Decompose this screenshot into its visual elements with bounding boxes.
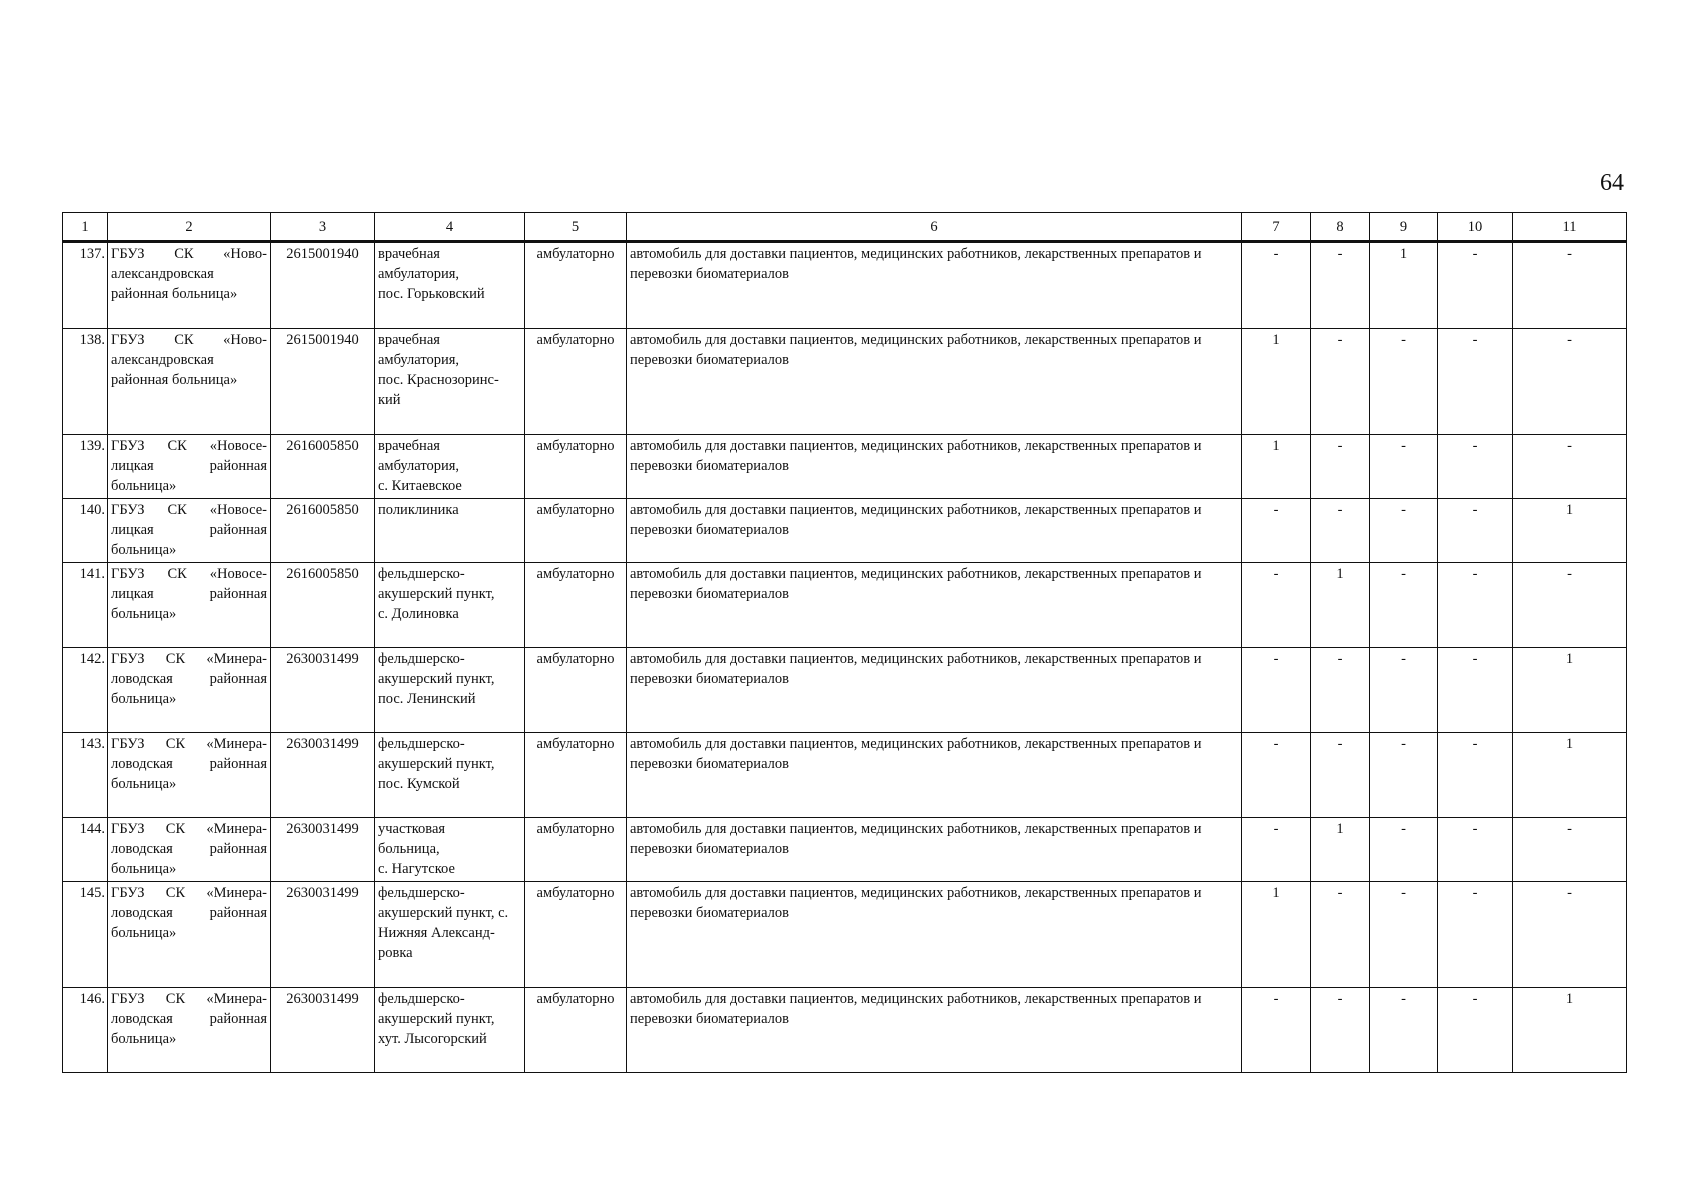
organization-word: районная [209, 756, 267, 772]
organization-word: СК [165, 821, 186, 837]
facility-location [375, 882, 525, 988]
inn-code: 2615001940 [271, 242, 375, 329]
quantity-col-9: 1 [1370, 242, 1438, 329]
vehicle-description: автомобиль для доставки пациентов, медицинских работников, лекарственных препаратов и перевозки биоматериалов [627, 818, 1242, 882]
organization-line [111, 330, 267, 350]
quantity-col-10: - [1438, 988, 1513, 1073]
column-header-1: 1 [63, 213, 108, 242]
facility-location-line: больница, [378, 841, 440, 857]
organization-name [108, 329, 271, 435]
inn-code: 2630031499 [271, 818, 375, 882]
row-number: 138. [63, 329, 108, 435]
facility-location-line: амбулатория, [378, 458, 460, 474]
table-row [63, 242, 1627, 329]
organization-line [111, 903, 267, 923]
facility-location-line: амбулатория, [378, 266, 460, 282]
quantity-col-10: - [1438, 435, 1513, 499]
table-body [63, 242, 1627, 1073]
inn-code: 2630031499 [271, 988, 375, 1073]
table-row [63, 648, 1627, 733]
quantity-col-11: - [1513, 435, 1627, 499]
organization-word: ГБУЗ [111, 651, 145, 667]
quantity-col-8: - [1311, 988, 1370, 1073]
organization-name [108, 435, 271, 499]
row-number: 140. [63, 499, 108, 563]
facility-location [375, 563, 525, 648]
organization-word: «Новосе- [209, 502, 267, 518]
facility-location-line: акушерский пункт, с. [378, 905, 509, 921]
facility-location [375, 499, 525, 563]
care-condition: амбулаторно [525, 499, 627, 563]
organization-word: «Минера- [206, 651, 267, 667]
organization-line [111, 754, 267, 774]
quantity-col-11: - [1513, 242, 1627, 329]
care-condition: амбулаторно [525, 733, 627, 818]
facility-location-line: акушерский пункт, [378, 756, 495, 772]
care-condition: амбулаторно [525, 818, 627, 882]
vehicle-description: автомобиль для доставки пациентов, медицинских работников, лекарственных препаратов и перевозки биоматериалов [627, 435, 1242, 499]
organization-word: ГБУЗ [111, 885, 145, 901]
quantity-col-7: 1 [1242, 329, 1311, 435]
organization-line [111, 436, 267, 456]
organization-word: ГБУЗ [111, 991, 145, 1007]
facility-location-line: врачебная [378, 246, 440, 262]
organization-line [111, 839, 267, 859]
organization-name [108, 733, 271, 818]
facility-location-line: хут. Лысогорский [378, 1031, 487, 1047]
facility-location-line: врачебная [378, 438, 440, 454]
facility-location-line: поликлиника [378, 502, 459, 518]
vehicle-description: автомобиль для доставки пациентов, медицинских работников, лекарственных препаратов и перевозки биоматериалов [627, 563, 1242, 648]
organization-line [111, 564, 267, 584]
quantity-col-11: - [1513, 563, 1627, 648]
quantity-col-10: - [1438, 563, 1513, 648]
organization-word: районная [209, 458, 267, 474]
quantity-col-10: - [1438, 499, 1513, 563]
organization-line [111, 923, 267, 943]
organization-word: районная [209, 905, 267, 921]
organization-word: александровская [111, 352, 214, 368]
quantity-col-10: - [1438, 882, 1513, 988]
column-header-8: 8 [1311, 213, 1370, 242]
organization-word: СК [167, 438, 187, 454]
organization-line [111, 689, 267, 709]
quantity-col-9: - [1370, 499, 1438, 563]
organization-line [111, 476, 267, 496]
organization-line [111, 774, 267, 794]
organization-word: СК [167, 502, 187, 518]
facility-location-line: пос. Ленинский [378, 691, 476, 707]
column-header-11: 11 [1513, 213, 1627, 242]
quantity-col-11: 1 [1513, 648, 1627, 733]
row-number: 139. [63, 435, 108, 499]
vehicle-description: автомобиль для доставки пациентов, медицинских работников, лекарственных препаратов и перевозки биоматериалов [627, 499, 1242, 563]
quantity-col-8: 1 [1311, 818, 1370, 882]
quantity-col-11: - [1513, 329, 1627, 435]
organization-word: СК [174, 332, 194, 348]
organization-word: СК [174, 246, 194, 262]
organization-word: лицкая [111, 586, 154, 602]
quantity-col-9: - [1370, 648, 1438, 733]
vehicle-description: автомобиль для доставки пациентов, медицинских работников, лекарственных препаратов и перевозки биоматериалов [627, 733, 1242, 818]
organization-word: «Минера- [206, 885, 267, 901]
organization-word: больница» [111, 478, 177, 494]
organization-word: больница» [111, 861, 177, 877]
facility-location [375, 242, 525, 329]
organization-line [111, 819, 267, 839]
organization-word: ловодская [111, 841, 173, 857]
column-header-6: 6 [627, 213, 1242, 242]
facility-location-line: фельдшерско- [378, 566, 465, 582]
organization-name [108, 499, 271, 563]
facility-location-line: с. Нагутское [378, 861, 455, 877]
organization-name [108, 242, 271, 329]
organization-name [108, 882, 271, 988]
table-row [63, 499, 1627, 563]
inn-code: 2630031499 [271, 733, 375, 818]
care-condition: амбулаторно [525, 988, 627, 1073]
facility-location-line: акушерский пункт, [378, 1011, 495, 1027]
organization-word: ГБУЗ [111, 246, 145, 262]
organization-word: ГБУЗ [111, 566, 145, 582]
quantity-col-8: 1 [1311, 563, 1370, 648]
row-number: 145. [63, 882, 108, 988]
row-number: 146. [63, 988, 108, 1073]
care-condition: амбулаторно [525, 648, 627, 733]
quantity-col-9: - [1370, 882, 1438, 988]
organization-line [111, 284, 267, 304]
organization-line [111, 859, 267, 879]
organization-word: ловодская [111, 756, 173, 772]
organization-word: районная больница» [111, 372, 238, 388]
quantity-col-7: 1 [1242, 435, 1311, 499]
column-header-4: 4 [375, 213, 525, 242]
facility-location-line: фельдшерско- [378, 736, 465, 752]
organization-line [111, 1009, 267, 1029]
quantity-col-7: - [1242, 733, 1311, 818]
facility-location-line: пос. Краснозоринс- [378, 372, 499, 388]
table-row [63, 988, 1627, 1073]
quantity-col-11: 1 [1513, 499, 1627, 563]
row-number: 144. [63, 818, 108, 882]
quantity-col-9: - [1370, 988, 1438, 1073]
column-header-7: 7 [1242, 213, 1311, 242]
quantity-col-7: - [1242, 818, 1311, 882]
organization-word: районная [209, 522, 267, 538]
organization-word: районная [209, 841, 267, 857]
organization-line [111, 520, 267, 540]
column-header-2: 2 [108, 213, 271, 242]
organization-word: лицкая [111, 522, 154, 538]
facility-location-line: Нижняя Александ- [378, 925, 495, 941]
column-header-5: 5 [525, 213, 627, 242]
organization-line [111, 1029, 267, 1049]
quantity-col-11: - [1513, 818, 1627, 882]
inn-code: 2630031499 [271, 648, 375, 733]
organization-word: СК [165, 885, 186, 901]
care-condition: амбулаторно [525, 242, 627, 329]
organization-word: СК [165, 991, 186, 1007]
quantity-col-8: - [1311, 882, 1370, 988]
quantity-col-10: - [1438, 648, 1513, 733]
table-row [63, 329, 1627, 435]
organization-line [111, 584, 267, 604]
organization-line [111, 244, 267, 264]
care-condition: амбулаторно [525, 882, 627, 988]
inn-code: 2616005850 [271, 563, 375, 648]
organization-name [108, 988, 271, 1073]
quantity-col-8: - [1311, 242, 1370, 329]
facility-location-line: акушерский пункт, [378, 671, 495, 687]
facility-location [375, 733, 525, 818]
quantity-col-10: - [1438, 733, 1513, 818]
organization-line [111, 370, 267, 390]
quantity-col-7: 1 [1242, 882, 1311, 988]
organization-word: «Ново- [223, 246, 267, 262]
organization-word: СК [167, 566, 187, 582]
vehicle-description: автомобиль для доставки пациентов, медицинских работников, лекарственных препаратов и перевозки биоматериалов [627, 329, 1242, 435]
organization-word: больница» [111, 691, 177, 707]
organization-word: лицкая [111, 458, 154, 474]
organization-word: «Минера- [206, 991, 267, 1007]
row-number: 141. [63, 563, 108, 648]
organization-word: больница» [111, 925, 177, 941]
facility-location-line: фельдшерско- [378, 991, 465, 1007]
inn-code: 2615001940 [271, 329, 375, 435]
organization-line [111, 350, 267, 370]
facility-location-line: пос. Кумской [378, 776, 460, 792]
organization-word: ГБУЗ [111, 438, 145, 454]
page-number: 64 [1600, 170, 1624, 196]
organization-word: ГБУЗ [111, 332, 145, 348]
organization-word: «Новосе- [209, 438, 267, 454]
organization-word: александровская [111, 266, 214, 282]
care-condition: амбулаторно [525, 563, 627, 648]
inn-code: 2616005850 [271, 499, 375, 563]
facility-location-line: пос. Горьковский [378, 286, 485, 302]
organization-word: ГБУЗ [111, 821, 145, 837]
row-number: 142. [63, 648, 108, 733]
facility-location [375, 435, 525, 499]
facility-location-line: участковая [378, 821, 446, 837]
organization-line [111, 734, 267, 754]
facility-location [375, 329, 525, 435]
organization-name [108, 818, 271, 882]
facility-location [375, 818, 525, 882]
facility-location-line: ровка [378, 945, 413, 961]
column-header-3: 3 [271, 213, 375, 242]
organization-word: ловодская [111, 671, 173, 687]
organization-word: больница» [111, 606, 177, 622]
organization-word: районная [209, 586, 267, 602]
organization-line [111, 669, 267, 689]
organization-word: СК [165, 651, 186, 667]
organization-word: «Минера- [206, 736, 267, 752]
organization-line [111, 989, 267, 1009]
quantity-col-9: - [1370, 818, 1438, 882]
organization-word: СК [165, 736, 186, 752]
facility-location-line: врачебная [378, 332, 440, 348]
quantity-col-11: 1 [1513, 733, 1627, 818]
header-row [63, 213, 1627, 242]
organization-line [111, 456, 267, 476]
organization-line [111, 500, 267, 520]
column-header-9: 9 [1370, 213, 1438, 242]
vehicle-description: автомобиль для доставки пациентов, медицинских работников, лекарственных препаратов и перевозки биоматериалов [627, 242, 1242, 329]
quantity-col-8: - [1311, 435, 1370, 499]
organization-name [108, 563, 271, 648]
care-condition: амбулаторно [525, 435, 627, 499]
facility-location-line: фельдшерско- [378, 651, 465, 667]
equipment-table [62, 212, 1627, 1073]
organization-line [111, 604, 267, 624]
organization-word: ловодская [111, 905, 173, 921]
organization-word: больница» [111, 542, 177, 558]
quantity-col-8: - [1311, 499, 1370, 563]
inn-code: 2630031499 [271, 882, 375, 988]
quantity-col-7: - [1242, 648, 1311, 733]
column-header-10: 10 [1438, 213, 1513, 242]
quantity-col-11: - [1513, 882, 1627, 988]
facility-location-line: кий [378, 392, 401, 408]
care-condition: амбулаторно [525, 329, 627, 435]
organization-word: ГБУЗ [111, 736, 145, 752]
organization-word: «Ново- [223, 332, 267, 348]
organization-line [111, 540, 267, 560]
organization-word: районная [209, 1011, 267, 1027]
organization-word: «Минера- [206, 821, 267, 837]
facility-location-line: фельдшерско- [378, 885, 465, 901]
quantity-col-9: - [1370, 563, 1438, 648]
quantity-col-7: - [1242, 988, 1311, 1073]
quantity-col-10: - [1438, 818, 1513, 882]
facility-location-line: амбулатория, [378, 352, 460, 368]
quantity-col-9: - [1370, 329, 1438, 435]
quantity-col-9: - [1370, 733, 1438, 818]
vehicle-description: автомобиль для доставки пациентов, медицинских работников, лекарственных препаратов и перевозки биоматериалов [627, 882, 1242, 988]
quantity-col-8: - [1311, 733, 1370, 818]
organization-word: больница» [111, 776, 177, 792]
quantity-col-8: - [1311, 648, 1370, 733]
table-row [63, 882, 1627, 988]
quantity-col-7: - [1242, 499, 1311, 563]
organization-name [108, 648, 271, 733]
table-row [63, 818, 1627, 882]
row-number: 137. [63, 242, 108, 329]
vehicle-description: автомобиль для доставки пациентов, медицинских работников, лекарственных препаратов и перевозки биоматериалов [627, 648, 1242, 733]
organization-line [111, 264, 267, 284]
quantity-col-7: - [1242, 242, 1311, 329]
quantity-col-10: - [1438, 329, 1513, 435]
facility-location [375, 988, 525, 1073]
quantity-col-10: - [1438, 242, 1513, 329]
table-row [63, 563, 1627, 648]
quantity-col-9: - [1370, 435, 1438, 499]
facility-location [375, 648, 525, 733]
organization-word: районная [209, 671, 267, 687]
table-row [63, 733, 1627, 818]
table-row [63, 435, 1627, 499]
facility-location-line: с. Китаевское [378, 478, 462, 494]
quantity-col-11: 1 [1513, 988, 1627, 1073]
organization-line [111, 883, 267, 903]
inn-code: 2616005850 [271, 435, 375, 499]
vehicle-description: автомобиль для доставки пациентов, медицинских работников, лекарственных препаратов и перевозки биоматериалов [627, 988, 1242, 1073]
organization-line [111, 649, 267, 669]
row-number: 143. [63, 733, 108, 818]
facility-location-line: с. Долиновка [378, 606, 459, 622]
quantity-col-8: - [1311, 329, 1370, 435]
organization-word: районная больница» [111, 286, 238, 302]
organization-word: «Новосе- [209, 566, 267, 582]
facility-location-line: акушерский пункт, [378, 586, 495, 602]
quantity-col-7: - [1242, 563, 1311, 648]
organization-word: ловодская [111, 1011, 173, 1027]
organization-word: больница» [111, 1031, 177, 1047]
organization-word: ГБУЗ [111, 502, 145, 518]
